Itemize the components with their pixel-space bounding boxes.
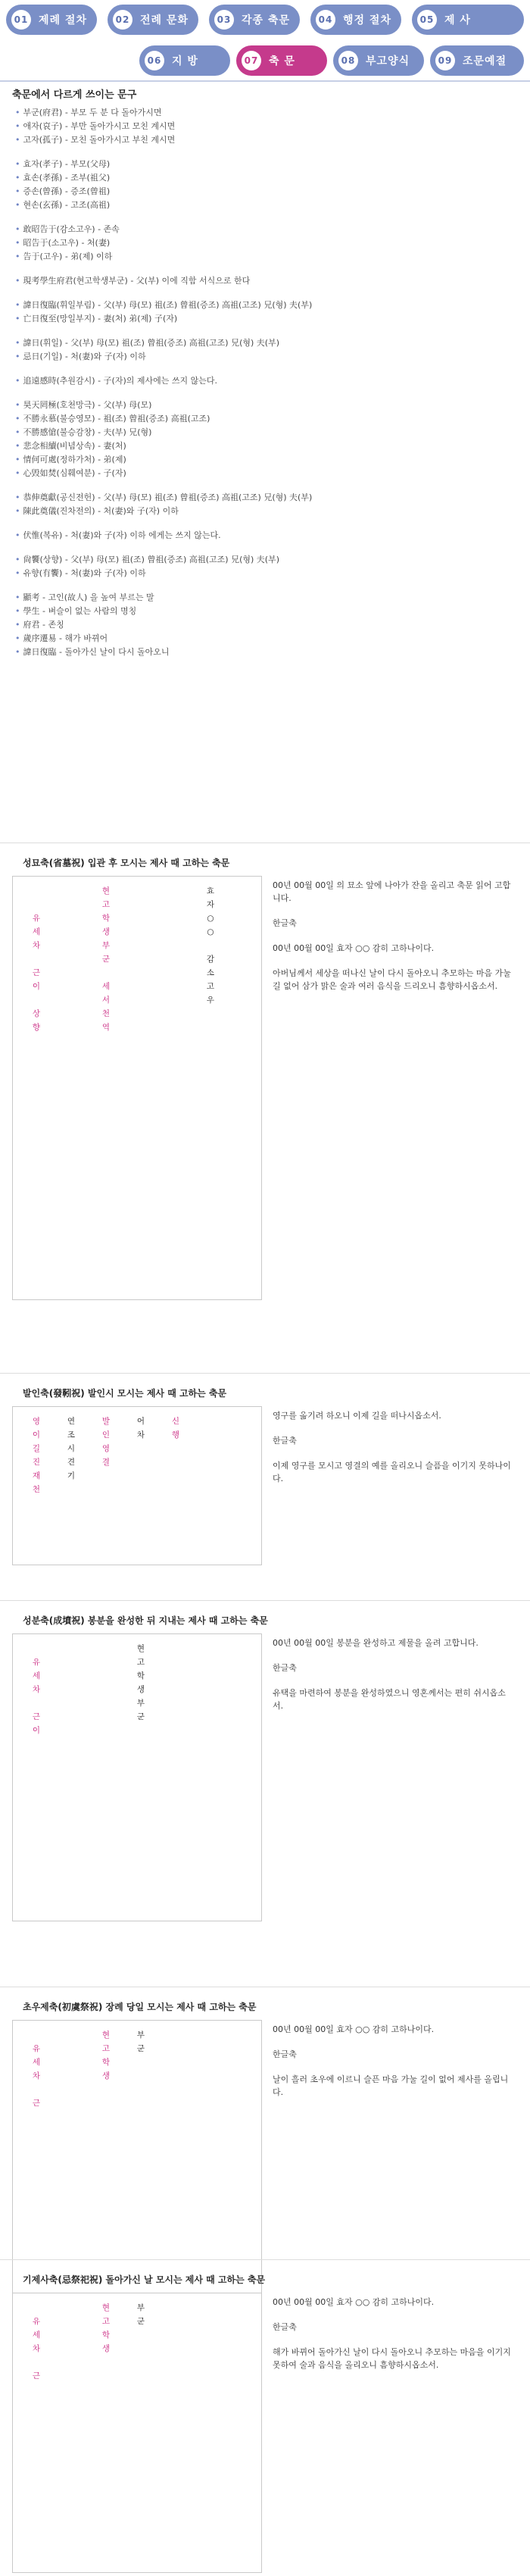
intro-item-text: 告于(고우) - 弟(제) 이하 (23, 252, 113, 261)
chukmun-char: 연 (67, 1417, 76, 1426)
explanation-paragraph: 00년 00월 00일 효자 ○○ 감히 고하나이다. (273, 943, 435, 953)
bullet-icon: • (15, 441, 20, 451)
chukmun-char: 차 (32, 2071, 41, 2080)
section-explanation (273, 1637, 515, 1724)
intro-item-text: 亡日復至(망일부지) - 妻(처) 弟(제) 子(자) (23, 314, 178, 324)
tab-7-label: 축 문 (269, 55, 295, 67)
intro-group (15, 399, 515, 480)
intro-item (15, 618, 515, 632)
intro-item (15, 336, 515, 350)
tab-2-label: 전례 문화 (140, 14, 189, 27)
tab-4-number: 04 (316, 10, 335, 30)
tab-3-number: 03 (214, 10, 234, 30)
chukmun-char: 생 (101, 2071, 111, 2080)
tab-3-label: 각종 축문 (242, 14, 290, 27)
chukmun-char: 부 (101, 941, 111, 950)
chukmun-char: 차 (32, 941, 41, 950)
intro-item-text: 昭告于(소고우) - 처(妻) (23, 238, 111, 248)
chukmun-char: 재 (32, 1471, 41, 1480)
explanation-paragraph: 00년 00월 00일 봉분을 완성하고 제물을 올려 고합니다. (273, 1638, 479, 1648)
section-explanation (273, 879, 515, 1005)
intro-item (15, 605, 515, 618)
bullet-icon: • (15, 414, 20, 424)
bullet-icon: • (15, 530, 20, 540)
intro-item-text: 忌日(기일) - 처(妻)와 子(자) 이하 (23, 352, 146, 361)
chukmun-char: 군 (136, 2044, 145, 2053)
chukmun-char: 학 (101, 914, 111, 923)
section-title: 초우제축(初虞祭祝) 장례 당일 모시는 제사 때 고하는 축문 (23, 2002, 257, 2012)
intro-item (15, 374, 515, 388)
bullet-icon: • (15, 252, 20, 261)
chukmun-char: 근 (32, 2371, 41, 2381)
chukmun-column (229, 884, 261, 1102)
intro-item (15, 223, 515, 236)
intro-item-text: 情何可處(정하가처) - 弟(제) (23, 455, 126, 464)
tab-1-number: 01 (11, 10, 31, 30)
chukmun-char: 학 (136, 1671, 145, 1680)
intro-item (15, 439, 515, 453)
intro-item-text: 陳此奠儀(진차전의) - 처(妻)와 子(자) 이하 (23, 506, 179, 516)
nav-divider (0, 80, 530, 82)
chukmun-char: ○ (207, 914, 214, 923)
explanation-paragraph: 해가 바뀌어 돌아가신 날이 다시 돌아오니 추모하는 마음을 이기지 못하여 술과 음식을 올리오니 흠향하시옵소서. (273, 2347, 511, 2370)
intro-item (15, 505, 515, 518)
tab-5-number: 05 (417, 10, 437, 30)
intro-group (15, 553, 515, 580)
explanation-paragraph: 한글축 (273, 918, 297, 928)
intro-item-text: 고자(孤子) - 모친 돌아가시고 부친 계시면 (23, 135, 176, 145)
tab-5-label: 제 사 (444, 14, 471, 27)
intro-item-text: 追遠感時(추원감시) - 子(자)의 제사에는 쓰지 않는다. (23, 376, 218, 386)
chukmun-column (55, 1415, 87, 1496)
tab-7[interactable] (236, 45, 327, 76)
chukmun-column (90, 884, 122, 1102)
tab-2-number: 02 (113, 10, 132, 30)
intro-group (15, 336, 515, 364)
chukmun-char: 학 (101, 2331, 111, 2340)
intro-item (15, 133, 515, 147)
chukmun-column (125, 1642, 157, 1737)
section-title: 성묘축(省墓祝) 입관 후 모시는 제사 때 고하는 축문 (23, 858, 230, 868)
tab-8-label: 부고양식 (366, 55, 410, 67)
intro-item-text: 敢昭告于(감소고우) - 존속 (23, 224, 120, 234)
bullet-icon: • (15, 135, 20, 145)
chukmun-char: 근 (32, 968, 41, 977)
explanation-paragraph: 한글축 (273, 2322, 297, 2332)
intro-item-text: 애자(哀子) - 부만 돌아가시고 모친 계시면 (23, 121, 176, 131)
bullet-icon: • (15, 300, 20, 310)
chukmun-char: 고 (101, 2317, 111, 2326)
chukmun-char: 근 (32, 1712, 41, 1721)
chukmun-char: 영 (101, 1444, 111, 1453)
chukmun-char: 현 (101, 2303, 111, 2312)
chukmun-column (90, 2028, 122, 2110)
section-explanation (273, 1409, 515, 1497)
bullet-icon: • (15, 376, 20, 386)
intro-item (15, 632, 515, 646)
section-title: 성분축(成墳祝) 봉분을 완성한 뒤 지내는 제사 때 고하는 축문 (23, 1615, 268, 1626)
tab-7-number: 07 (242, 51, 261, 70)
bullet-icon: • (15, 173, 20, 183)
chukmun-column (20, 2028, 52, 2110)
tab-3[interactable] (209, 5, 300, 35)
bullet-icon: • (15, 468, 20, 478)
navigation-tabs (0, 0, 530, 80)
intro-item (15, 274, 515, 288)
chukmun-char: 소 (206, 968, 215, 977)
intro-item (15, 312, 515, 326)
chukmun-column (20, 884, 52, 1102)
chukmun-char: ○ (207, 927, 214, 936)
bullet-icon: • (15, 606, 20, 616)
intro-item (15, 158, 515, 171)
bullet-icon: • (15, 455, 20, 464)
explanation-paragraph: 한글축 (273, 1436, 297, 1446)
intro-item-text: 昊天罔極(호천망극) - 父(부) 母(모) (23, 400, 152, 410)
chukmun-column (195, 884, 226, 1102)
chukmun-char: 고 (136, 1658, 145, 1667)
intro-group (15, 591, 515, 659)
intro-item (15, 399, 515, 412)
intro-item-text: 心毁如焚(심훼여분) - 子(자) (23, 468, 126, 478)
chukmun-char: 학 (101, 2058, 111, 2067)
chukmun-char: 발 (101, 1417, 111, 1426)
intro-item (15, 299, 515, 312)
chukmun-char: 부 (136, 1699, 145, 1708)
intro-item (15, 591, 515, 605)
chukmun-char: 상 (32, 1009, 41, 1018)
intro-item-text: 府君 - 존칭 (23, 620, 64, 630)
chukmun-char: 군 (101, 955, 111, 964)
chukmun-char: 세 (32, 2331, 41, 2340)
chukmun-char: 생 (101, 927, 111, 936)
tab-4[interactable] (310, 5, 401, 35)
chukmun-char: 세 (101, 982, 111, 991)
bullet-icon: • (15, 121, 20, 131)
bullet-icon: • (15, 400, 20, 410)
intro-item-text: 悲念相續(비념상속) - 妻(처) (23, 441, 126, 451)
bullet-icon: • (15, 592, 20, 602)
intro-item (15, 171, 515, 185)
tab-9-number: 09 (435, 51, 455, 70)
intro-item (15, 236, 515, 250)
chukmun-char: 천 (101, 1009, 111, 1018)
chukmun-text-box (12, 2020, 262, 2308)
intro-group (15, 158, 515, 212)
chukmun-char: 군 (136, 1712, 145, 1721)
chukmun-char: 신 (171, 1417, 180, 1426)
tab-1-label: 제례 절차 (39, 14, 87, 27)
bullet-icon: • (15, 200, 20, 210)
chukmun-column (55, 2301, 87, 2383)
chukmun-char: 생 (101, 2344, 111, 2353)
intro-item-text: 諱日復臨 - 돌아가신 날이 다시 돌아오니 (23, 647, 170, 657)
chukmun-char: 고 (206, 982, 215, 991)
bullet-icon: • (15, 506, 20, 516)
bullet-icon: • (15, 314, 20, 324)
intro-item-text: 不勝感愴(불승감창) - 夫(부) 兄(형) (23, 427, 152, 437)
tab-5[interactable] (412, 5, 524, 35)
explanation-paragraph: 날이 흘러 초우에 이르니 슬픈 마음 가눌 길이 없어 제사를 올립니다. (273, 2074, 509, 2097)
intro-item (15, 426, 515, 439)
intro-item (15, 529, 515, 542)
chukmun-column (90, 1415, 122, 1496)
explanation-paragraph: 00년 00월 00일 의 묘소 앞에 나아가 잔을 올리고 축문 읽어 고합니다. (273, 880, 511, 903)
bullet-icon: • (15, 568, 20, 578)
intro-item-text: 恭伸奠獻(공신전헌) - 父(부) 母(모) 祖(조) 曾祖(증조) 高祖(고조) 兄(형) 夫(부) (23, 492, 313, 502)
chukmun-char: 자 (206, 900, 215, 909)
intro-item-text: 尙饗(상향) - 父(부) 母(모) 祖(조) 曾祖(증조) 高祖(고조) 兄(형) 夫(부) (23, 555, 279, 564)
section-divider (0, 1600, 530, 1601)
chukmun-column (160, 1642, 192, 1737)
intro-item (15, 491, 515, 505)
intro-item-text: 현손(玄孫) - 고조(高祖) (23, 200, 111, 210)
chukmun-char: 조 (67, 1430, 76, 1440)
bullet-icon: • (15, 338, 20, 348)
chukmun-char: 세 (32, 2058, 41, 2067)
intro-item (15, 106, 515, 120)
chukmun-char: 차 (32, 2344, 41, 2353)
chukmun-char: 어 (136, 1417, 145, 1426)
chukmun-column (125, 2028, 157, 2110)
intro-group (15, 491, 515, 518)
chukmun-text-box (12, 1406, 262, 1565)
bullet-icon: • (15, 224, 20, 234)
intro-title: 축문에서 다르게 쓰이는 문구 (12, 89, 137, 101)
tab-9[interactable] (430, 45, 524, 76)
section-divider (0, 2259, 530, 2260)
chukmun-char: 효 (206, 886, 215, 896)
chukmun-char: 인 (101, 1430, 111, 1440)
chukmun-text-box (12, 876, 262, 1300)
chukmun-char: 고 (101, 900, 111, 909)
intro-item (15, 250, 515, 264)
chukmun-char: 차 (32, 1685, 41, 1694)
intro-item-text: 伏惟(복유) - 처(妻)와 子(자) 이하 에게는 쓰지 않는다. (23, 530, 221, 540)
explanation-paragraph: 00년 00월 00일 효자 ○○ 감히 고하나이다. (273, 2297, 435, 2307)
section-title: 발인축(發靷祝) 발인시 모시는 제사 때 고하는 축문 (23, 1388, 227, 1399)
chukmun-column (125, 1415, 157, 1496)
intro-item-text: 諱日復臨(휘일부림) - 父(부) 母(모) 祖(조) 曾祖(증조) 高祖(고조) 兄(형) 夫(부) (23, 300, 313, 310)
section-title: 기제사축(忌祭祀祝) 돌아가신 날 모시는 제사 때 고하는 축문 (23, 2274, 266, 2285)
chukmun-char: 이 (32, 982, 41, 991)
chukmun-column (55, 2028, 87, 2110)
chukmun-char: 세 (32, 927, 41, 936)
intro-item (15, 567, 515, 580)
chukmun-char: 서 (101, 996, 111, 1005)
intro-group (15, 274, 515, 288)
bullet-icon: • (15, 427, 20, 437)
explanation-paragraph: 영구를 옮기려 하오니 이제 길을 떠나시옵소서. (273, 1411, 441, 1421)
tab-8-number: 08 (338, 51, 358, 70)
chukmun-char: 유 (32, 2044, 41, 2053)
explanation-paragraph: 00년 00월 00일 효자 ○○ 감히 고하나이다. (273, 2024, 435, 2034)
explanation-paragraph: 한글축 (273, 2049, 297, 2059)
chukmun-char: 영 (32, 1417, 41, 1426)
chukmun-char: 견 (67, 1458, 76, 1467)
bullet-icon: • (15, 633, 20, 643)
tab-4-label: 행정 절차 (343, 14, 391, 27)
chukmun-char: 향 (32, 1023, 41, 1032)
bullet-icon: • (15, 276, 20, 286)
chukmun-column (55, 1642, 87, 1737)
explanation-paragraph: 한글축 (273, 1663, 297, 1673)
intro-item-text: 不勝永慕(불승영모) - 祖(조) 曾祖(증조) 高祖(고조) (23, 414, 210, 424)
intro-item-text: 효손(孝孫) - 조부(祖父) (23, 173, 111, 183)
section-explanation (273, 2296, 515, 2384)
chukmun-column (20, 2301, 52, 2383)
intro-group (15, 374, 515, 388)
chukmun-char: 부 (136, 2030, 145, 2040)
chukmun-column (160, 1415, 192, 1496)
bullet-icon: • (15, 647, 20, 657)
intro-item-text: 유향(有饗) - 처(妻)와 子(자) 이하 (23, 568, 146, 578)
chukmun-char: 현 (101, 886, 111, 896)
bullet-icon: • (15, 555, 20, 564)
chukmun-column (55, 884, 87, 1102)
chukmun-char: 현 (136, 1644, 145, 1653)
intro-item (15, 453, 515, 467)
intro-item (15, 646, 515, 659)
intro-item-text: 學生 - 벼슬이 없는 사람의 명칭 (23, 606, 137, 616)
chukmun-char: 유 (32, 914, 41, 923)
chukmun-column (160, 2028, 192, 2110)
section-explanation (273, 2023, 515, 2111)
intro-item-text: 顯考 - 고인(故人) 을 높여 부르는 말 (23, 592, 154, 602)
intro-item-text: 現考學生府君(현고학생부군) - 父(부) 이에 직함 서식으로 한다 (23, 276, 251, 286)
chukmun-char: 세 (32, 1671, 41, 1680)
intro-item-text: 효자(孝子) - 부모(父母) (23, 159, 111, 169)
intro-item (15, 120, 515, 133)
chukmun-char: 유 (32, 2317, 41, 2326)
chukmun-char: 부 (136, 2303, 145, 2312)
chukmun-char: 기 (67, 1471, 76, 1480)
chukmun-char: 역 (101, 1023, 111, 1032)
chukmun-column (90, 1642, 122, 1737)
chukmun-column (20, 1415, 52, 1496)
intro-item-text: 부군(府君) - 부모 두 분 다 돌아가시면 (23, 108, 162, 117)
tab-8[interactable] (333, 45, 424, 76)
chukmun-char: 차 (136, 1430, 145, 1440)
chukmun-column (160, 884, 192, 1102)
intro-list (15, 106, 515, 670)
bullet-icon: • (15, 238, 20, 248)
tab-6-number: 06 (145, 51, 164, 70)
chukmun-column (125, 2301, 157, 2383)
chukmun-char: 근 (32, 2099, 41, 2108)
tab-2[interactable] (108, 5, 198, 35)
bullet-icon: • (15, 492, 20, 502)
chukmun-char: 결 (101, 1458, 111, 1467)
chukmun-char: 행 (171, 1430, 180, 1440)
chukmun-column (20, 1642, 52, 1737)
explanation-paragraph: 이제 영구를 모시고 영결의 예를 올리오니 슬픔을 이기지 못하나이다. (273, 1461, 511, 1483)
chukmun-char: 시 (67, 1444, 76, 1453)
tab-6[interactable] (139, 45, 230, 76)
chukmun-char: 이 (32, 1726, 41, 1735)
intro-group (15, 299, 515, 326)
intro-item (15, 185, 515, 199)
tab-6-label: 지 방 (172, 55, 198, 67)
chukmun-char: 이 (32, 1430, 41, 1440)
bullet-icon: • (15, 186, 20, 196)
intro-item (15, 553, 515, 567)
chukmun-char: 유 (32, 1658, 41, 1667)
chukmun-char: 현 (101, 2030, 111, 2040)
chukmun-column (160, 2301, 192, 2383)
intro-item-text: 歲序遷易 - 해가 바뀌어 (23, 633, 108, 643)
tab-1[interactable] (6, 5, 97, 35)
intro-group (15, 529, 515, 542)
intro-item (15, 350, 515, 364)
chukmun-char: 고 (101, 2044, 111, 2053)
intro-group (15, 223, 515, 264)
chukmun-char: 생 (136, 1685, 145, 1694)
bullet-icon: • (15, 159, 20, 169)
explanation-paragraph: 아버님께서 세상을 떠나신 날이 다시 돌아오니 추모하는 마음 가눌 길 없어 삼가 맑은 술과 여러 음식을 드리오니 흠향하시옵소서. (273, 968, 511, 991)
chukmun-char: 길 (32, 1444, 41, 1453)
intro-group (15, 106, 515, 147)
chukmun-text-box (12, 2293, 262, 2573)
chukmun-char: 감 (206, 955, 215, 964)
bullet-icon: • (15, 620, 20, 630)
chukmun-char: 군 (136, 2317, 145, 2326)
intro-item-text: 諱日(휘일) - 父(부) 母(모) 祖(조) 曾祖(증조) 高祖(고조) 兄(형) 夫(부) (23, 338, 279, 348)
intro-item (15, 199, 515, 212)
intro-item (15, 412, 515, 426)
chukmun-text-box (12, 1633, 262, 1921)
chukmun-char: 천 (32, 1485, 41, 1494)
tab-9-label: 조문예절 (463, 55, 507, 67)
intro-item-text: 증손(曾孫) - 증조(曾祖) (23, 186, 111, 196)
chukmun-char: 우 (206, 996, 215, 1005)
chukmun-column (90, 2301, 122, 2383)
chukmun-column (125, 884, 157, 1102)
bullet-icon: • (15, 352, 20, 361)
bullet-icon: • (15, 108, 20, 117)
section-divider (0, 1373, 530, 1374)
explanation-paragraph: 유택을 마련하여 봉분을 완성하였으니 영혼께서는 편히 쉬시옵소서. (273, 1688, 506, 1711)
intro-item (15, 467, 515, 480)
chukmun-char: 진 (32, 1458, 41, 1467)
